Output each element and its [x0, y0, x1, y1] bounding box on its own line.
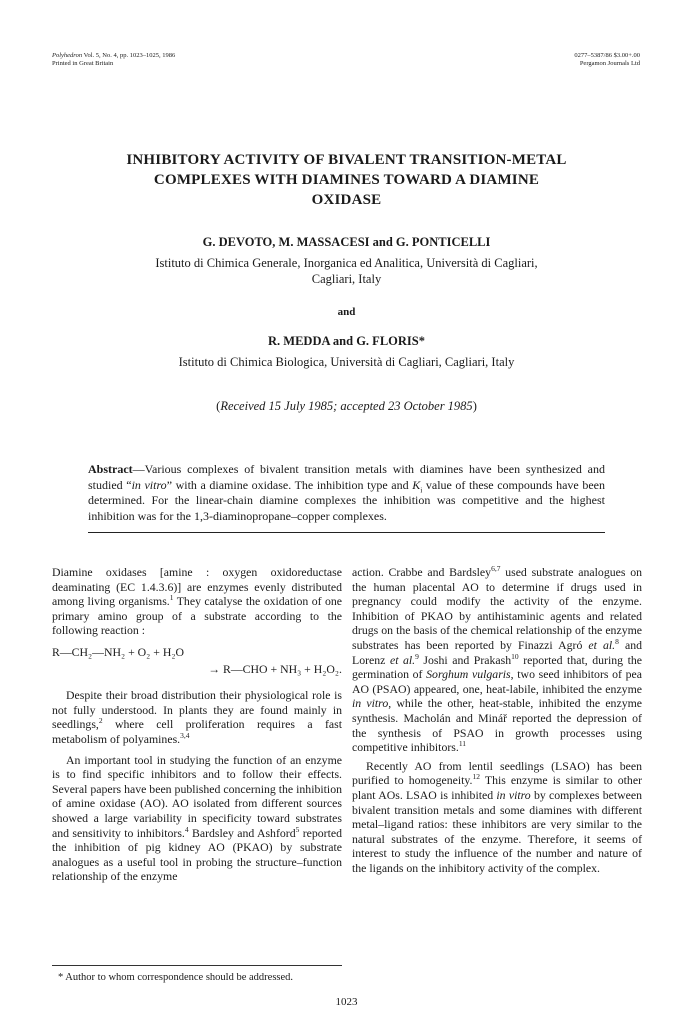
abstract-text: value of these compounds have been determined. For the linear-chain diamine complexes the inhibition was competitive and the highest inhibition was for the 1,3-diaminopropane–copper complexes.	[88, 477, 605, 523]
paragraph	[52, 565, 342, 638]
and-separator: and	[337, 306, 356, 318]
citation: 10	[511, 651, 519, 661]
left-column	[52, 565, 342, 884]
received-line: (Received 15 July 1985; accepted 23 October 1985)	[216, 399, 477, 413]
footnote: * Author to whom correspondence should be addressed.	[58, 972, 294, 983]
text-run: Diamine oxidases [amine : oxygen oxidoreductase deaminating (EC 1.4.3.6)] are enzymes evenly distributed among living organisms.	[52, 565, 342, 609]
journal-name: Polyhedron	[52, 52, 83, 59]
text-run: Joshi and Prakash	[418, 652, 512, 667]
citation: 4	[184, 824, 189, 834]
citation: 5	[295, 824, 300, 834]
footnote-rule	[52, 965, 342, 966]
citation: 1	[169, 593, 174, 603]
volume-line: Vol. 5, No. 4, pp. 1023–1025, 1986	[83, 52, 176, 59]
paragraph	[52, 753, 342, 884]
affiliation-line: Cagliari, Italy	[311, 272, 382, 286]
paragraph	[52, 688, 342, 746]
species-name: Sorghum vulgaris	[426, 667, 511, 682]
citation: 12	[472, 772, 480, 782]
abstract-text: —Various complexes of bivalent transition metals with diamines have been synthesized and studied “	[88, 462, 605, 492]
authors-group-1: G. DEVOTO, M. MASSACESI and G. PONTICELLI	[202, 235, 491, 249]
authors-group-2: R. MEDDA and G. FLORIS*	[268, 334, 425, 348]
et-al: et al.	[588, 637, 616, 652]
citation: 9	[415, 651, 419, 661]
paragraph	[352, 759, 642, 876]
abstract-in-vitro: in vitro	[131, 477, 167, 492]
received-label: Received	[220, 399, 266, 413]
article-title	[90, 150, 603, 210]
text-run: used substrate analogues on the human placental AO to determine if drugs used in pregnancy could modify the activity of the enzyme. Inhibition of PKAO by antihistaminic agents and related drugs on the basis of the chemical relationship of the enzyme substrates has been reported by Finazzi Agró	[352, 565, 642, 652]
text-run: where cell proliferation requires a fast metabolism of polyamines.	[52, 717, 342, 746]
title-line: COMPLEXES WITH DIAMINES TOWARD A DIAMINE	[153, 172, 540, 188]
paragraph	[352, 565, 642, 755]
reaction-equation-line-2: → R—CHO + NH₃ + H₂O₂.	[208, 661, 342, 676]
text-run: Despite their broad distribution their physiological role is not fully understood. In plants they are found mainly in seedlings,	[52, 688, 342, 732]
in-vitro: in vitro	[352, 696, 389, 711]
right-column	[352, 565, 642, 875]
accepted-label: accepted	[340, 399, 385, 413]
citation: 6,7	[491, 564, 501, 574]
abstract	[88, 462, 605, 524]
affiliation-2: Istituto di Chimica Biologica, Università di Cagliari, Cagliari, Italy	[178, 355, 515, 369]
abstract-ki: K	[412, 477, 421, 492]
text-run: Bardsley and Ashford	[188, 825, 296, 840]
in-vitro: in vitro	[496, 787, 531, 802]
text-run: This enzyme is similar to other plant AOs. LSAO is inhibited	[352, 773, 642, 802]
text-run: , while the other, heat-stable, inhibited the enzyme synthesis. Macholán and Minář reported the depression of the synthesis of PSAO in growth processes using competitive inhibitors.	[352, 696, 643, 755]
reaction-equation-line-1: R—CH₂—NH₂ + O₂ + H₂O	[52, 644, 185, 659]
title-line: INHIBITORY ACTIVITY OF BIVALENT TRANSITION-METAL	[126, 152, 567, 168]
citation: 3,4	[180, 731, 190, 741]
page-number: 1023	[335, 996, 358, 1008]
abstract-ki-sub: i	[420, 484, 423, 494]
running-head-left	[52, 52, 175, 68]
publisher: Pergamon Journals Ltd	[579, 60, 640, 67]
issn-price: 0277–5387/86 $3.00+.00	[574, 52, 640, 59]
text-run: reported the inhibition of pig kidney AO (PKAO) by substrate analogues as a useful tool in probing the structure–function relationship of the enzyme	[52, 825, 343, 884]
abstract-divider	[88, 532, 605, 533]
citation: 2	[98, 716, 103, 726]
received-date: 15 July 1985	[268, 399, 334, 413]
text-run: Recently AO from lentil seedlings (LSAO) has been purified to homogeneity.	[352, 758, 642, 788]
affiliation-line: Istituto di Chimica Generale, Inorganica ed Analitica, Università di Cagliari,	[155, 256, 538, 270]
citation: 11	[458, 739, 467, 749]
title-line: OXIDASE	[311, 192, 382, 208]
text-run: and Lorenz	[352, 637, 642, 667]
text-run: reported that, during the germination of	[352, 652, 642, 682]
running-head-right	[574, 52, 640, 68]
abstract-label: Abstract	[88, 462, 133, 476]
accepted-date: 23 October 1985	[387, 399, 473, 413]
affiliation-1	[70, 255, 623, 287]
text-run: An important tool in studying the function of an enzyme is to find specific inhibitors and to follow their effects. Several papers have been published concerning the inhibition of amine oxidase (AO). AO isolated from different sources showed a large variability in specificity toward substrates and sensitivity to inhibitors.	[52, 752, 342, 840]
text-run: by complexes between bivalent transition metals and some diamines with different metal–ligand ratios: these inhibitors are very similar to the natural substrates of the enzyme. Therefore, it seems of interest to study the influence of the number and nature of the ligands on the inhibitory activity of the complex.	[352, 787, 642, 875]
text-run: They catalyse the oxidation of one primary amino group of a substrate according to the following reaction :	[52, 594, 342, 638]
citation: 8	[615, 637, 619, 647]
et-al: et al.	[389, 652, 416, 667]
printed-in: Printed in Great Britain	[52, 60, 114, 67]
text-run: action. Crabbe and Bardsley	[352, 565, 492, 579]
abstract-text: ” with a diamine oxidase. The inhibition type and	[166, 477, 413, 492]
text-run: , two seed inhibitors of pea AO (PSAO) appeared, one, heat-labile, inhibited the enzyme	[352, 667, 642, 696]
